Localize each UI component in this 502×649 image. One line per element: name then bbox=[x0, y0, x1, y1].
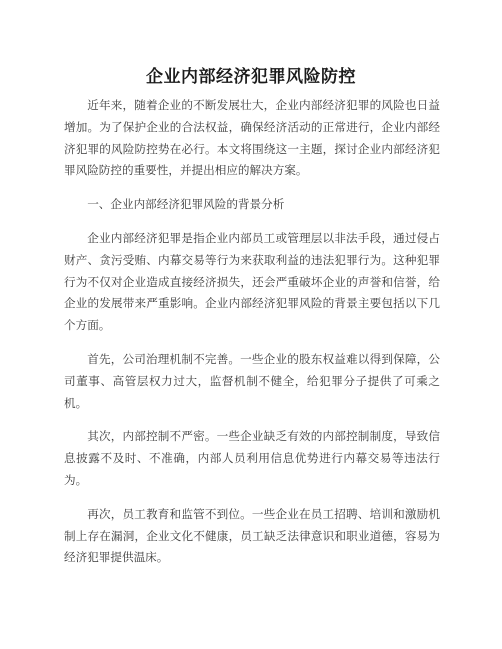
section-heading: 一、企业内部经济犯罪风险的背景分析 bbox=[87, 197, 285, 212]
document-title: 企业内部经济犯罪风险防控 bbox=[146, 67, 356, 87]
definition-paragraph: 企业内部经济犯罪是指企业内部员工或管理层以非法手段，通过侵占财产、贪污受贿、内幕交易等行为来获取利益的违法犯罪行为。这种犯罪行为不仅对企业造成直接经济损失，还会严重破坏企业的声誉和信誉，给企业的发展带来严重影响。企业内部经济犯罪风险的背景主要包括以下几个方面。 bbox=[64, 230, 440, 333]
point-second-paragraph: 其次，内部控制不严密。一些企业缺乏有效的内部控制制度，导致信息披露不及时、不准确，内部人员利用信息优势进行内幕交易等违法行为。 bbox=[64, 429, 440, 487]
intro-paragraph: 近年来，随着企业的不断发展壮大，企业内部经济犯罪的风险也日益增加。为了保护企业的合法权益，确保经济活动的正常进行，企业内部经济犯罪的风险防控势在必行。本文将围绕这一主题，探讨企业内部经济犯罪风险防控的重要性，并提出相应的解决方案。 bbox=[64, 98, 440, 178]
document-body bbox=[64, 95, 440, 581]
point-first-paragraph: 首先，公司治理机制不完善。一些企业的股东权益难以得到保障，公司董事、高管层权力过大，监督机制不健全，给犯罪分子提供了可乘之机。 bbox=[64, 351, 440, 410]
point-third-paragraph: 再次，员工教育和监管不到位。一些企业在员工招聘、培训和激励机制上存在漏洞，企业文化不健康，员工缺乏法律意识和职业道德，容易为经济犯罪提供温床。 bbox=[64, 506, 440, 565]
